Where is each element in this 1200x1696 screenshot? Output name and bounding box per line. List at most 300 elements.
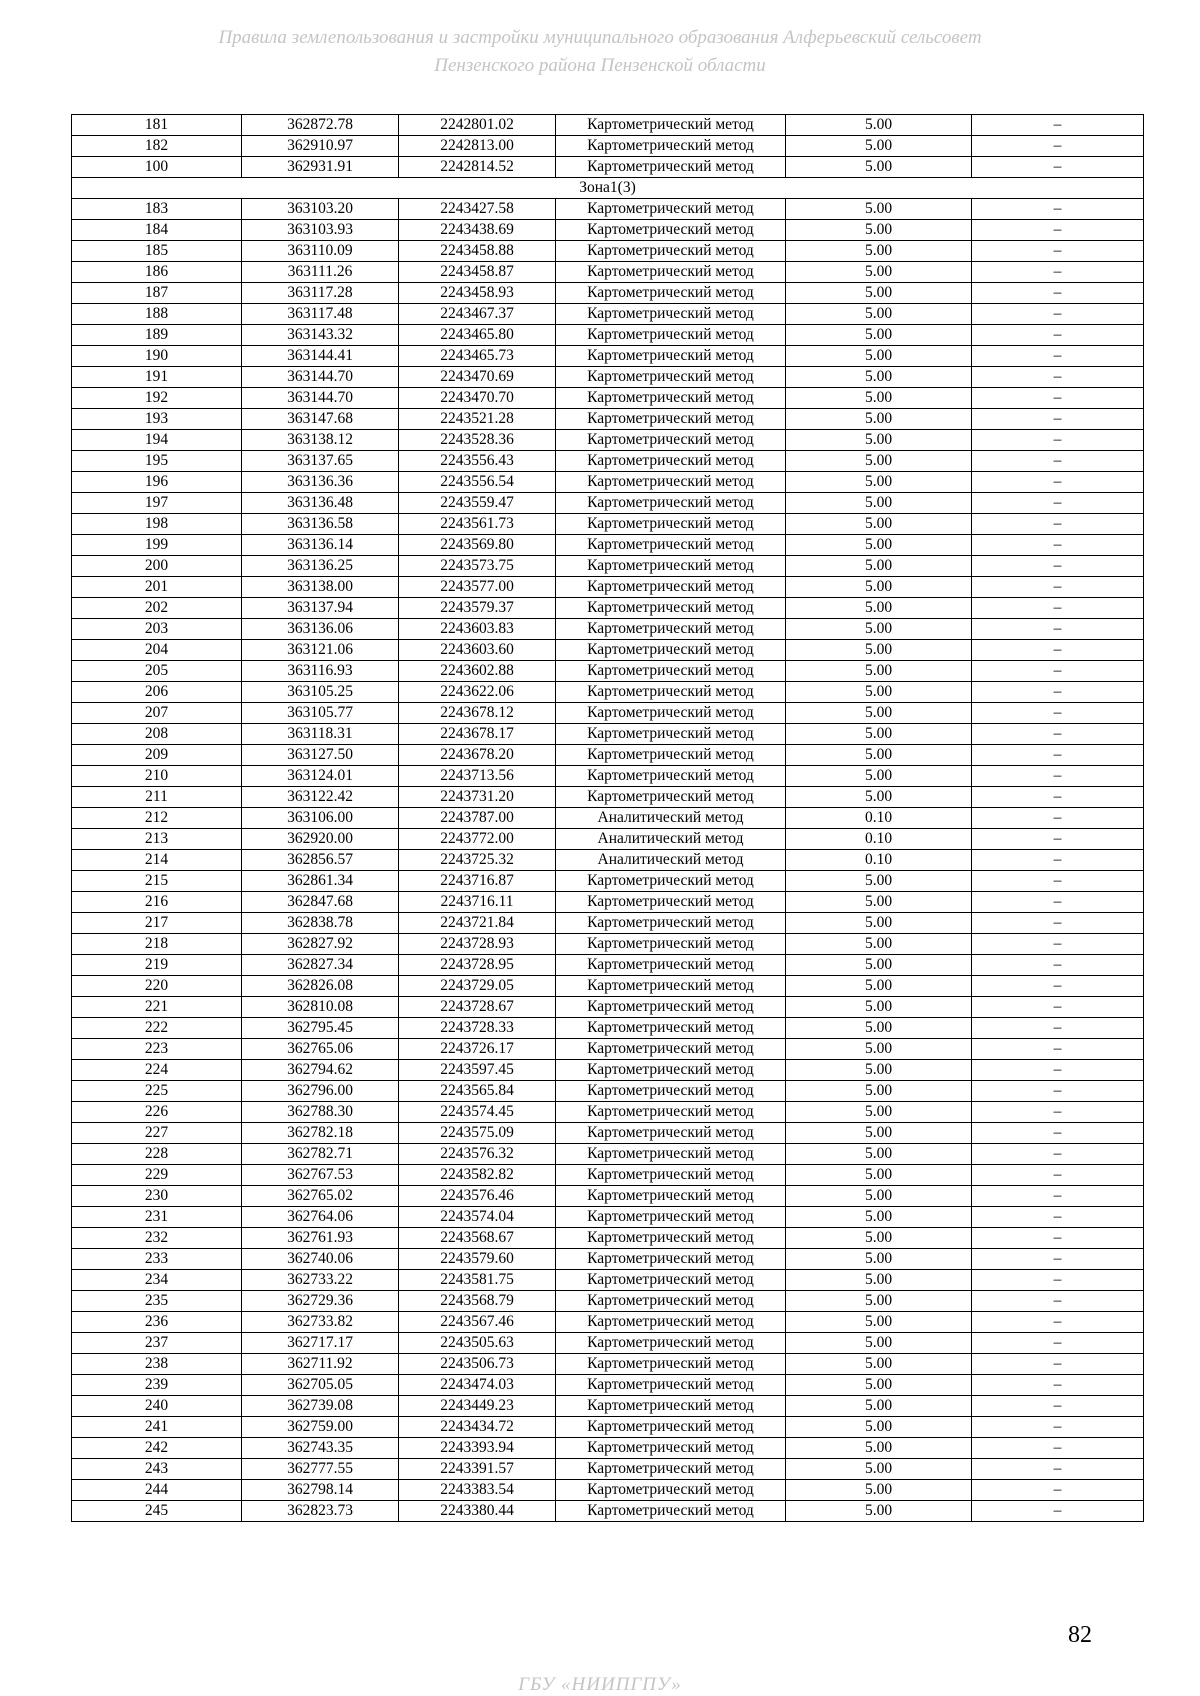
accuracy-cell: 5.00 — [786, 325, 972, 346]
note-cell: – — [972, 955, 1144, 976]
accuracy-cell: 5.00 — [786, 1123, 972, 1144]
y-coordinate-cell: 2243458.87 — [399, 262, 556, 283]
note-cell: – — [972, 430, 1144, 451]
table-row — [72, 388, 1144, 409]
method-cell: Картометрический метод — [556, 1480, 786, 1501]
method-cell: Картометрический метод — [556, 157, 786, 178]
accuracy-cell: 0.10 — [786, 850, 972, 871]
method-cell: Картометрический метод — [556, 703, 786, 724]
note-cell: – — [972, 1501, 1144, 1522]
note-cell: – — [972, 493, 1144, 514]
method-cell: Картометрический метод — [556, 304, 786, 325]
table-row — [72, 472, 1144, 493]
note-cell: – — [972, 871, 1144, 892]
x-coordinate-cell: 362861.34 — [242, 871, 399, 892]
method-cell: Картометрический метод — [556, 556, 786, 577]
point-number-cell: 193 — [72, 409, 242, 430]
note-cell: – — [972, 1165, 1144, 1186]
accuracy-cell: 5.00 — [786, 724, 972, 745]
y-coordinate-cell: 2242814.52 — [399, 157, 556, 178]
point-number-cell: 198 — [72, 514, 242, 535]
x-coordinate-cell: 363122.42 — [242, 787, 399, 808]
accuracy-cell: 5.00 — [786, 535, 972, 556]
note-cell: – — [972, 199, 1144, 220]
accuracy-cell: 5.00 — [786, 1039, 972, 1060]
x-coordinate-cell: 363137.65 — [242, 451, 399, 472]
accuracy-cell: 5.00 — [786, 1165, 972, 1186]
x-coordinate-cell: 362920.00 — [242, 829, 399, 850]
point-number-cell: 219 — [72, 955, 242, 976]
point-number-cell: 227 — [72, 1123, 242, 1144]
y-coordinate-cell: 2243728.93 — [399, 934, 556, 955]
x-coordinate-cell: 363116.93 — [242, 661, 399, 682]
note-cell: – — [972, 136, 1144, 157]
note-cell: – — [972, 409, 1144, 430]
note-cell: – — [972, 661, 1144, 682]
table-row — [72, 1417, 1144, 1438]
y-coordinate-cell: 2243380.44 — [399, 1501, 556, 1522]
point-number-cell: 205 — [72, 661, 242, 682]
note-cell: – — [972, 304, 1144, 325]
accuracy-cell: 5.00 — [786, 640, 972, 661]
y-coordinate-cell: 2243474.03 — [399, 1375, 556, 1396]
note-cell: – — [972, 1018, 1144, 1039]
accuracy-cell: 5.00 — [786, 913, 972, 934]
table-row — [72, 1459, 1144, 1480]
point-number-cell: 213 — [72, 829, 242, 850]
accuracy-cell: 5.00 — [786, 430, 972, 451]
page-header — [0, 24, 1200, 80]
point-number-cell: 230 — [72, 1186, 242, 1207]
x-coordinate-cell: 363143.32 — [242, 325, 399, 346]
accuracy-cell: 5.00 — [786, 367, 972, 388]
y-coordinate-cell: 2243438.69 — [399, 220, 556, 241]
y-coordinate-cell: 2243556.43 — [399, 451, 556, 472]
note-cell: – — [972, 766, 1144, 787]
point-number-cell: 204 — [72, 640, 242, 661]
y-coordinate-cell: 2243731.20 — [399, 787, 556, 808]
x-coordinate-cell: 363105.25 — [242, 682, 399, 703]
point-number-cell: 226 — [72, 1102, 242, 1123]
accuracy-cell: 5.00 — [786, 1396, 972, 1417]
accuracy-cell: 0.10 — [786, 829, 972, 850]
accuracy-cell: 5.00 — [786, 1417, 972, 1438]
x-coordinate-cell: 363136.36 — [242, 472, 399, 493]
x-coordinate-cell: 363147.68 — [242, 409, 399, 430]
y-coordinate-cell: 2242813.00 — [399, 136, 556, 157]
accuracy-cell: 5.00 — [786, 1438, 972, 1459]
x-coordinate-cell: 363138.12 — [242, 430, 399, 451]
point-number-cell: 212 — [72, 808, 242, 829]
x-coordinate-cell: 363117.28 — [242, 283, 399, 304]
accuracy-cell: 5.00 — [786, 1480, 972, 1501]
accuracy-cell: 5.00 — [786, 136, 972, 157]
method-cell: Картометрический метод — [556, 871, 786, 892]
table-row — [72, 535, 1144, 556]
method-cell: Картометрический метод — [556, 1144, 786, 1165]
x-coordinate-cell: 362782.18 — [242, 1123, 399, 1144]
x-coordinate-cell: 362794.62 — [242, 1060, 399, 1081]
method-cell: Картометрический метод — [556, 493, 786, 514]
y-coordinate-cell: 2243728.95 — [399, 955, 556, 976]
table-row — [72, 199, 1144, 220]
method-cell: Картометрический метод — [556, 535, 786, 556]
table-row — [72, 934, 1144, 955]
y-coordinate-cell: 2243568.79 — [399, 1291, 556, 1312]
y-coordinate-cell: 2243602.88 — [399, 661, 556, 682]
accuracy-cell: 5.00 — [786, 766, 972, 787]
point-number-cell: 242 — [72, 1438, 242, 1459]
table-row — [72, 136, 1144, 157]
method-cell: Картометрический метод — [556, 1438, 786, 1459]
x-coordinate-cell: 362740.06 — [242, 1249, 399, 1270]
table-row — [72, 871, 1144, 892]
method-cell: Картометрический метод — [556, 619, 786, 640]
method-cell: Картометрический метод — [556, 262, 786, 283]
x-coordinate-cell: 363136.25 — [242, 556, 399, 577]
table-row — [72, 1081, 1144, 1102]
table-row — [72, 682, 1144, 703]
accuracy-cell: 5.00 — [786, 493, 972, 514]
y-coordinate-cell: 2243427.58 — [399, 199, 556, 220]
table-row — [72, 1291, 1144, 1312]
method-cell: Картометрический метод — [556, 1123, 786, 1144]
method-cell: Картометрический метод — [556, 1228, 786, 1249]
x-coordinate-cell: 362827.34 — [242, 955, 399, 976]
method-cell: Картометрический метод — [556, 1354, 786, 1375]
x-coordinate-cell: 362856.57 — [242, 850, 399, 871]
point-number-cell: 189 — [72, 325, 242, 346]
y-coordinate-cell: 2243726.17 — [399, 1039, 556, 1060]
method-cell: Картометрический метод — [556, 1165, 786, 1186]
method-cell: Картометрический метод — [556, 976, 786, 997]
x-coordinate-cell: 363144.70 — [242, 367, 399, 388]
note-cell: – — [972, 1123, 1144, 1144]
table-row — [72, 1396, 1144, 1417]
y-coordinate-cell: 2243567.46 — [399, 1312, 556, 1333]
y-coordinate-cell: 2243579.37 — [399, 598, 556, 619]
x-coordinate-cell: 362795.45 — [242, 1018, 399, 1039]
note-cell: – — [972, 157, 1144, 178]
note-cell: – — [972, 1186, 1144, 1207]
point-number-cell: 192 — [72, 388, 242, 409]
accuracy-cell: 5.00 — [786, 682, 972, 703]
note-cell: – — [972, 241, 1144, 262]
accuracy-cell: 5.00 — [786, 1375, 972, 1396]
x-coordinate-cell: 362827.92 — [242, 934, 399, 955]
accuracy-cell: 5.00 — [786, 745, 972, 766]
table-row — [72, 913, 1144, 934]
accuracy-cell: 5.00 — [786, 1291, 972, 1312]
y-coordinate-cell: 2243569.80 — [399, 535, 556, 556]
accuracy-cell: 5.00 — [786, 1312, 972, 1333]
x-coordinate-cell: 363121.06 — [242, 640, 399, 661]
table-row — [72, 430, 1144, 451]
x-coordinate-cell: 363138.00 — [242, 577, 399, 598]
point-number-cell: 203 — [72, 619, 242, 640]
method-cell: Картометрический метод — [556, 1081, 786, 1102]
x-coordinate-cell: 362767.53 — [242, 1165, 399, 1186]
method-cell: Картометрический метод — [556, 997, 786, 1018]
y-coordinate-cell: 2243458.93 — [399, 283, 556, 304]
accuracy-cell: 5.00 — [786, 997, 972, 1018]
point-number-cell: 235 — [72, 1291, 242, 1312]
accuracy-cell: 5.00 — [786, 1228, 972, 1249]
method-cell: Картометрический метод — [556, 724, 786, 745]
y-coordinate-cell: 2243576.32 — [399, 1144, 556, 1165]
table-row — [72, 409, 1144, 430]
table-row — [72, 850, 1144, 871]
header-line-1: Правила землепользования и застройки муниципального образования Алферьевский сельсовет — [218, 27, 982, 48]
method-cell: Картометрический метод — [556, 577, 786, 598]
note-cell: – — [972, 1396, 1144, 1417]
table-row — [72, 493, 1144, 514]
accuracy-cell: 5.00 — [786, 1144, 972, 1165]
table-row — [72, 367, 1144, 388]
x-coordinate-cell: 363103.20 — [242, 199, 399, 220]
method-cell: Картометрический метод — [556, 1186, 786, 1207]
note-cell: – — [972, 220, 1144, 241]
y-coordinate-cell: 2243521.28 — [399, 409, 556, 430]
method-cell: Картометрический метод — [556, 1501, 786, 1522]
point-number-cell: 210 — [72, 766, 242, 787]
note-cell: – — [972, 535, 1144, 556]
x-coordinate-cell: 363136.14 — [242, 535, 399, 556]
accuracy-cell: 5.00 — [786, 1060, 972, 1081]
accuracy-cell: 5.00 — [786, 409, 972, 430]
point-number-cell: 182 — [72, 136, 242, 157]
x-coordinate-cell: 363118.31 — [242, 724, 399, 745]
y-coordinate-cell: 2243574.04 — [399, 1207, 556, 1228]
x-coordinate-cell: 362796.00 — [242, 1081, 399, 1102]
x-coordinate-cell: 363105.77 — [242, 703, 399, 724]
table-row — [72, 766, 1144, 787]
note-cell: – — [972, 787, 1144, 808]
x-coordinate-cell: 362711.92 — [242, 1354, 399, 1375]
table-row — [72, 787, 1144, 808]
method-cell: Картометрический метод — [556, 1417, 786, 1438]
point-number-cell: 229 — [72, 1165, 242, 1186]
method-cell: Картометрический метод — [556, 640, 786, 661]
table-row — [72, 1501, 1144, 1522]
accuracy-cell: 5.00 — [786, 1207, 972, 1228]
x-coordinate-cell: 362798.14 — [242, 1480, 399, 1501]
method-cell: Картометрический метод — [556, 136, 786, 157]
y-coordinate-cell: 2243528.36 — [399, 430, 556, 451]
y-coordinate-cell: 2243603.60 — [399, 640, 556, 661]
method-cell: Картометрический метод — [556, 1270, 786, 1291]
table-row — [72, 619, 1144, 640]
x-coordinate-cell: 362759.00 — [242, 1417, 399, 1438]
point-number-cell: 190 — [72, 346, 242, 367]
zone-label: Зона1(3) — [72, 178, 1144, 199]
table-row — [72, 1270, 1144, 1291]
accuracy-cell: 5.00 — [786, 115, 972, 136]
table-row — [72, 1102, 1144, 1123]
x-coordinate-cell: 362847.68 — [242, 892, 399, 913]
method-cell: Аналитический метод — [556, 808, 786, 829]
accuracy-cell: 5.00 — [786, 703, 972, 724]
point-number-cell: 221 — [72, 997, 242, 1018]
y-coordinate-cell: 2243678.17 — [399, 724, 556, 745]
note-cell: – — [972, 1438, 1144, 1459]
note-cell: – — [972, 829, 1144, 850]
x-coordinate-cell: 362733.82 — [242, 1312, 399, 1333]
accuracy-cell: 5.00 — [786, 976, 972, 997]
note-cell: – — [972, 1312, 1144, 1333]
accuracy-cell: 5.00 — [786, 451, 972, 472]
method-cell: Картометрический метод — [556, 283, 786, 304]
point-number-cell: 194 — [72, 430, 242, 451]
accuracy-cell: 5.00 — [786, 1081, 972, 1102]
method-cell: Аналитический метод — [556, 850, 786, 871]
x-coordinate-cell: 362765.02 — [242, 1186, 399, 1207]
table-row — [72, 724, 1144, 745]
note-cell: – — [972, 472, 1144, 493]
method-cell: Картометрический метод — [556, 913, 786, 934]
point-number-cell: 225 — [72, 1081, 242, 1102]
table-row — [72, 703, 1144, 724]
x-coordinate-cell: 363127.50 — [242, 745, 399, 766]
method-cell: Картометрический метод — [556, 1396, 786, 1417]
table-row — [72, 976, 1144, 997]
table-row — [72, 514, 1144, 535]
table-row — [72, 451, 1144, 472]
accuracy-cell: 5.00 — [786, 241, 972, 262]
x-coordinate-cell: 362743.35 — [242, 1438, 399, 1459]
method-cell: Аналитический метод — [556, 829, 786, 850]
point-number-cell: 233 — [72, 1249, 242, 1270]
x-coordinate-cell: 363103.93 — [242, 220, 399, 241]
note-cell: – — [972, 1375, 1144, 1396]
y-coordinate-cell: 2243575.09 — [399, 1123, 556, 1144]
method-cell: Картометрический метод — [556, 1291, 786, 1312]
table-row — [72, 598, 1144, 619]
accuracy-cell: 5.00 — [786, 514, 972, 535]
x-coordinate-cell: 362729.36 — [242, 1291, 399, 1312]
accuracy-cell: 5.00 — [786, 1249, 972, 1270]
table-row — [72, 1123, 1144, 1144]
point-number-cell: 200 — [72, 556, 242, 577]
x-coordinate-cell: 363144.41 — [242, 346, 399, 367]
table-row — [72, 157, 1144, 178]
accuracy-cell: 5.00 — [786, 955, 972, 976]
y-coordinate-cell: 2243574.45 — [399, 1102, 556, 1123]
table-row — [72, 1480, 1144, 1501]
table-row — [72, 1312, 1144, 1333]
method-cell: Картометрический метод — [556, 682, 786, 703]
method-cell: Картометрический метод — [556, 766, 786, 787]
accuracy-cell: 5.00 — [786, 157, 972, 178]
note-cell: – — [972, 1060, 1144, 1081]
point-number-cell: 199 — [72, 535, 242, 556]
y-coordinate-cell: 2243561.73 — [399, 514, 556, 535]
y-coordinate-cell: 2243787.00 — [399, 808, 556, 829]
method-cell: Картометрический метод — [556, 199, 786, 220]
note-cell: – — [972, 640, 1144, 661]
x-coordinate-cell: 362788.30 — [242, 1102, 399, 1123]
x-coordinate-cell: 362931.91 — [242, 157, 399, 178]
table-row — [72, 346, 1144, 367]
note-cell: – — [972, 1417, 1144, 1438]
y-coordinate-cell: 2243729.05 — [399, 976, 556, 997]
accuracy-cell: 5.00 — [786, 304, 972, 325]
method-cell: Картометрический метод — [556, 115, 786, 136]
accuracy-cell: 5.00 — [786, 787, 972, 808]
note-cell: – — [972, 1480, 1144, 1501]
table-row — [72, 892, 1144, 913]
y-coordinate-cell: 2243568.67 — [399, 1228, 556, 1249]
note-cell: – — [972, 283, 1144, 304]
method-cell: Картометрический метод — [556, 787, 786, 808]
note-cell: – — [972, 997, 1144, 1018]
x-coordinate-cell: 362823.73 — [242, 1501, 399, 1522]
table-row — [72, 1228, 1144, 1249]
y-coordinate-cell: 2243465.80 — [399, 325, 556, 346]
method-cell: Картометрический метод — [556, 430, 786, 451]
point-number-cell: 215 — [72, 871, 242, 892]
method-cell: Картометрический метод — [556, 241, 786, 262]
point-number-cell: 214 — [72, 850, 242, 871]
note-cell: – — [972, 1291, 1144, 1312]
y-coordinate-cell: 2243622.06 — [399, 682, 556, 703]
y-coordinate-cell: 2243470.70 — [399, 388, 556, 409]
note-cell: – — [972, 1081, 1144, 1102]
note-cell: – — [972, 703, 1144, 724]
y-coordinate-cell: 2243772.00 — [399, 829, 556, 850]
y-coordinate-cell: 2243506.73 — [399, 1354, 556, 1375]
accuracy-cell: 5.00 — [786, 346, 972, 367]
accuracy-cell: 0.10 — [786, 808, 972, 829]
x-coordinate-cell: 363111.26 — [242, 262, 399, 283]
point-number-cell: 231 — [72, 1207, 242, 1228]
method-cell: Картометрический метод — [556, 1333, 786, 1354]
note-cell: – — [972, 1228, 1144, 1249]
point-number-cell: 208 — [72, 724, 242, 745]
point-number-cell: 238 — [72, 1354, 242, 1375]
point-number-cell: 211 — [72, 787, 242, 808]
y-coordinate-cell: 2243581.75 — [399, 1270, 556, 1291]
note-cell: – — [972, 724, 1144, 745]
method-cell: Картометрический метод — [556, 1459, 786, 1480]
note-cell: – — [972, 892, 1144, 913]
x-coordinate-cell: 363117.48 — [242, 304, 399, 325]
point-number-cell: 181 — [72, 115, 242, 136]
table-row — [72, 1144, 1144, 1165]
method-cell: Картометрический метод — [556, 1207, 786, 1228]
point-number-cell: 191 — [72, 367, 242, 388]
table-row — [72, 304, 1144, 325]
point-number-cell: 223 — [72, 1039, 242, 1060]
note-cell: – — [972, 451, 1144, 472]
accuracy-cell: 5.00 — [786, 199, 972, 220]
method-cell: Картометрический метод — [556, 388, 786, 409]
accuracy-cell: 5.00 — [786, 934, 972, 955]
accuracy-cell: 5.00 — [786, 577, 972, 598]
y-coordinate-cell: 2243716.11 — [399, 892, 556, 913]
method-cell: Картометрический метод — [556, 598, 786, 619]
point-number-cell: 209 — [72, 745, 242, 766]
y-coordinate-cell: 2243728.67 — [399, 997, 556, 1018]
point-number-cell: 206 — [72, 682, 242, 703]
note-cell: – — [972, 367, 1144, 388]
point-number-cell: 239 — [72, 1375, 242, 1396]
note-cell: – — [972, 514, 1144, 535]
point-number-cell: 188 — [72, 304, 242, 325]
note-cell: – — [972, 1102, 1144, 1123]
x-coordinate-cell: 362739.08 — [242, 1396, 399, 1417]
table-row — [72, 325, 1144, 346]
